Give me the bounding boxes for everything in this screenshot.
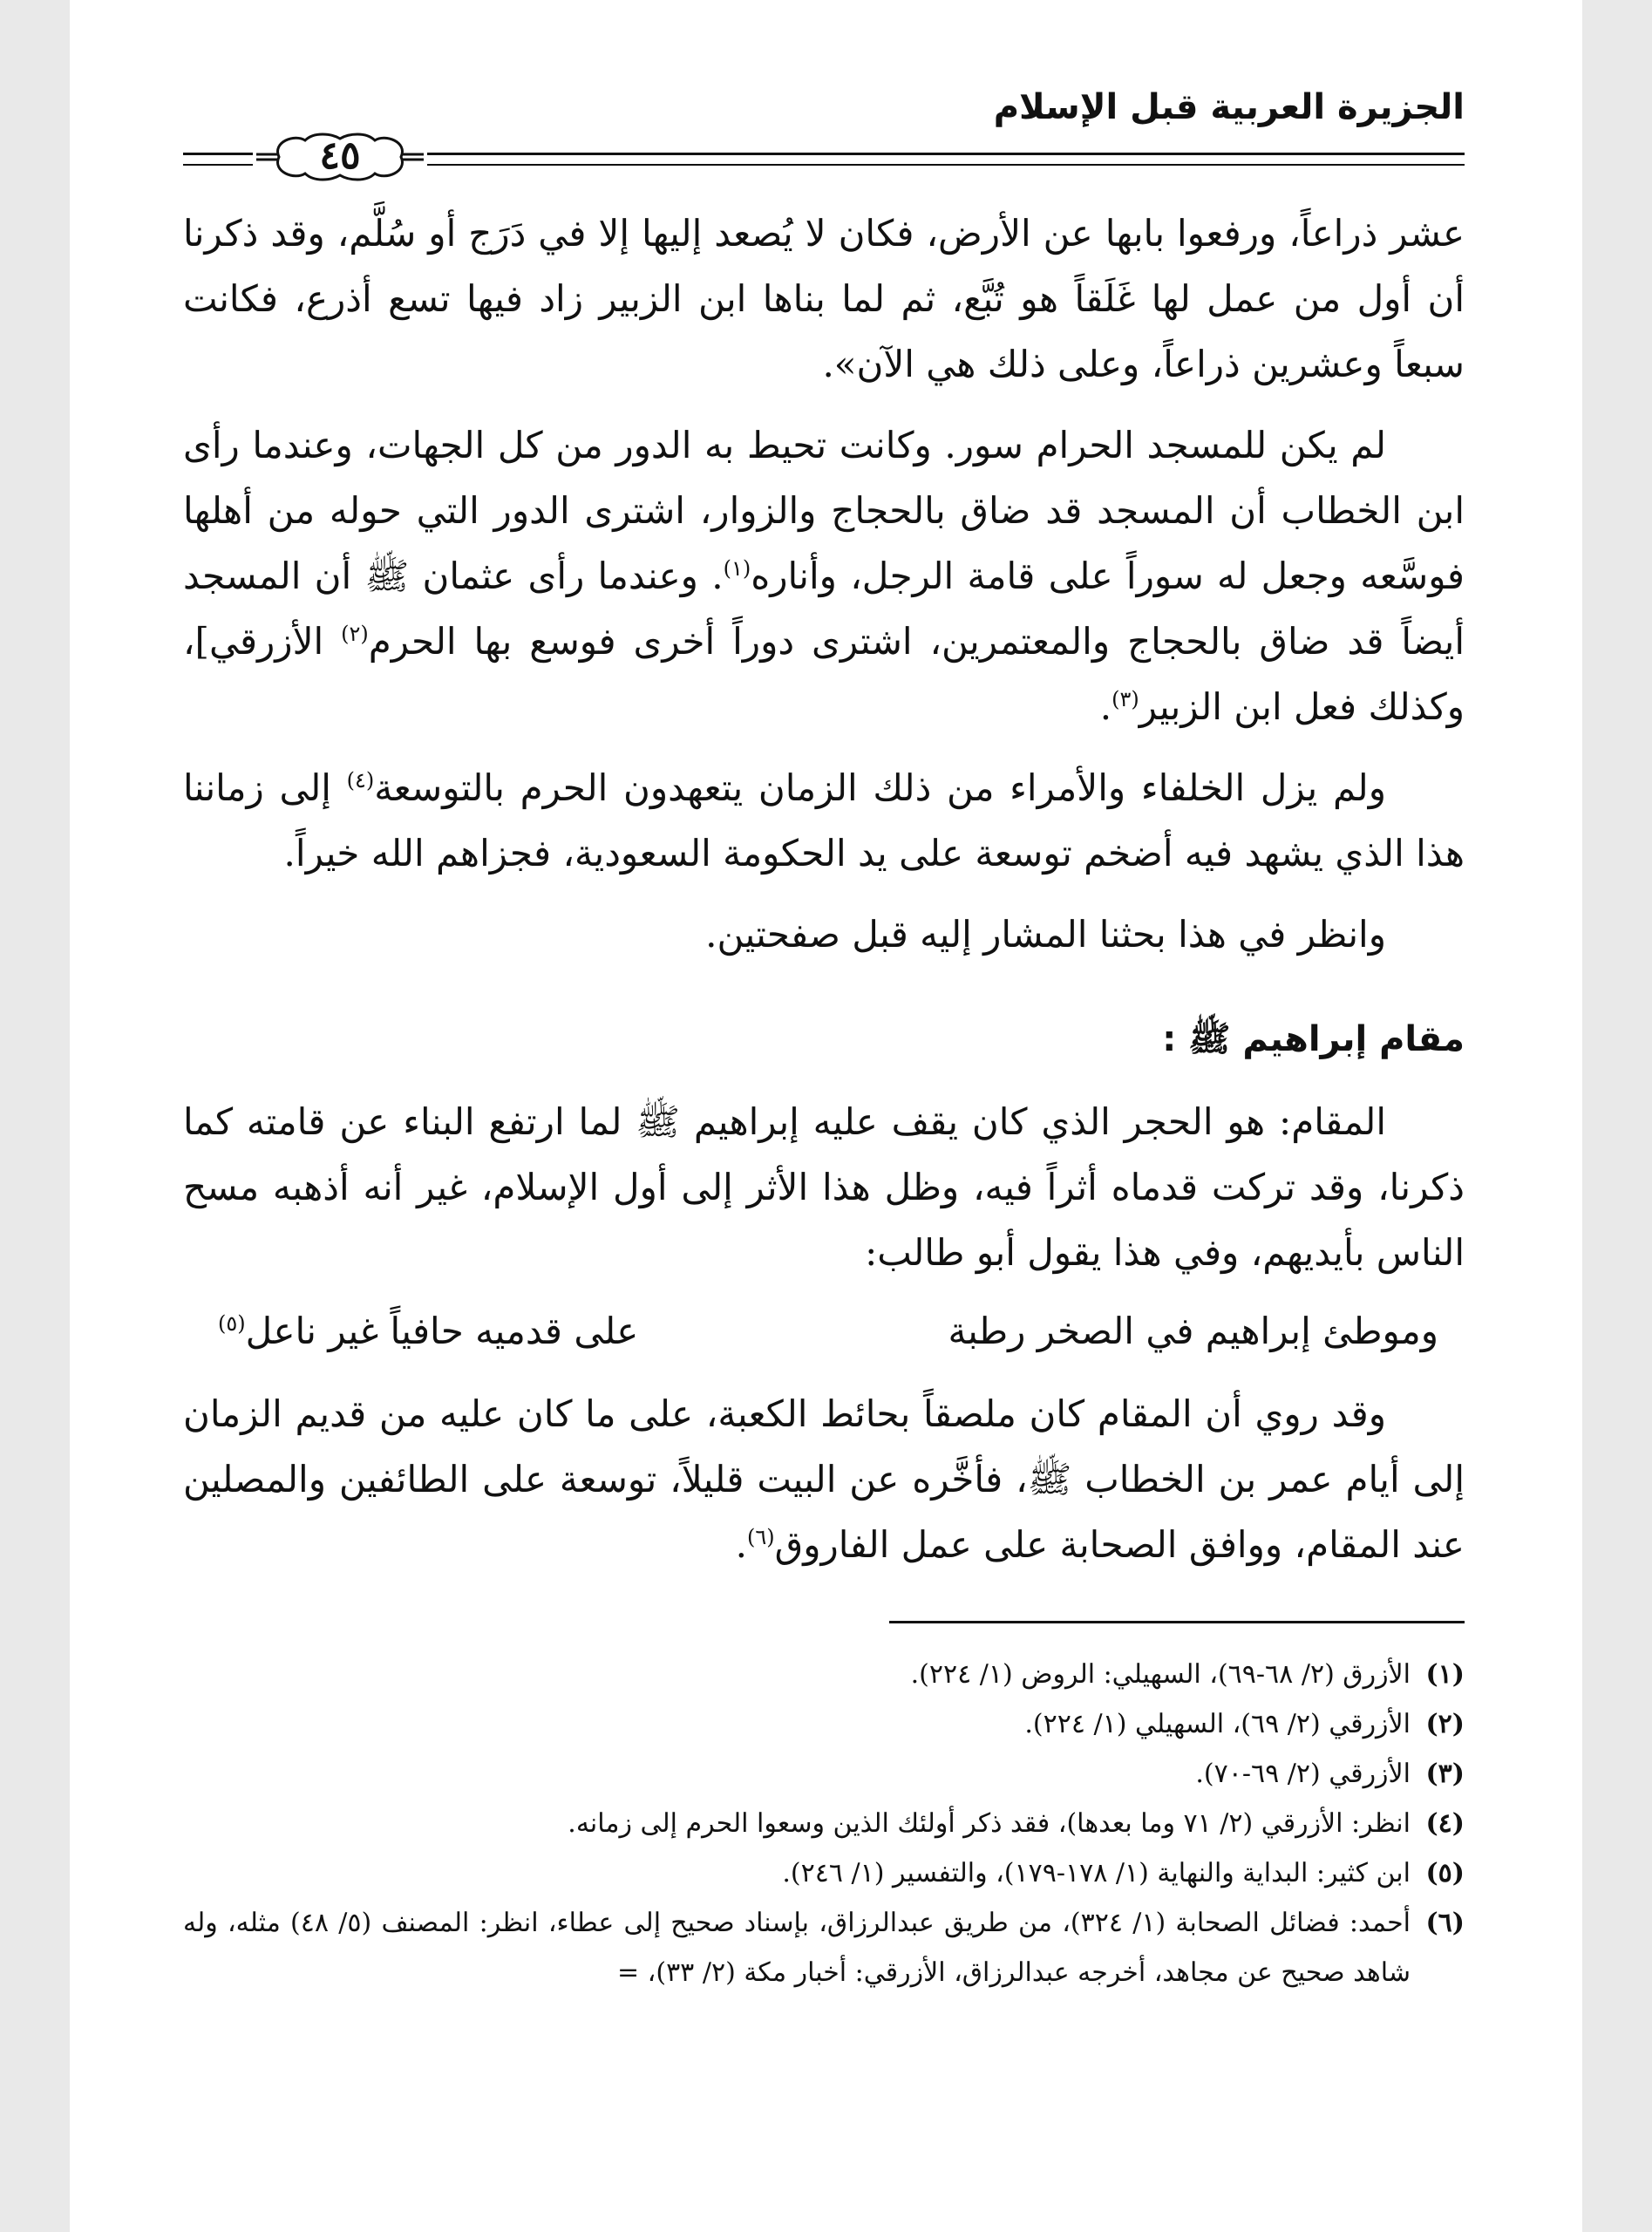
page-number-ornament: [253, 125, 427, 189]
footnote-ref-4[interactable]: (٤): [346, 768, 375, 793]
footnote-ref-6[interactable]: (٦): [747, 1525, 775, 1549]
footnote-number: (٥): [1425, 1858, 1465, 1888]
footnote-item: [183, 1699, 1465, 1749]
footnote-ref-1[interactable]: (١): [723, 556, 751, 581]
paragraph-3: [183, 755, 1465, 886]
footnote-text: أحمد: فضائل الصحابة (١/ ٣٢٤)، من طريق عبدالرزاق، بإسناد صحيح إلى عطاء، انظر: المصنف (٥/ ٤٨) مثله، وله شاهد صحيح عن مجاهد، أخرجه عبدالرزاق، الأزرقي: أخبار مكة (٢/ ٣٣)، =: [183, 1908, 1411, 1988]
footnote-number: (٦): [1425, 1908, 1465, 1938]
paragraph-1: عشر ذراعاً، ورفعوا بابها عن الأرض، فكان لا يُصعد إليها إلا في دَرَج أو سُلَّم، وقد ذكرنا أن أول من عمل لها غَلَقاً هو تُبَّع، ثم لما بناها ابن الزبير زاد فيها تسع أذرع، فكانت سبعاً وعشرين ذراعاً، وعلى ذلك هي الآن».: [183, 212, 1465, 385]
footnote-text: انظر: الأزرقي (٢/ ٧١ وما بعدها)، فقد ذكر أولئك الذين وسعوا الحرم إلى زمانه.: [568, 1808, 1411, 1839]
verse-second-text: على قدميه حافياً غير ناعل: [245, 1310, 639, 1352]
footnote-item: [183, 1898, 1465, 1997]
paragraph-6: [183, 1381, 1465, 1577]
running-title: الجزيرة العربية قبل الإسلام: [993, 87, 1465, 127]
paragraph-2-part-b: . وعندما رأى عثمان ﷺ أن المسجد أيضاً قد ضاق بالحجاج والمعتمرين، اشترى دوراً أخرى فوسع بها الحرم: [183, 555, 1465, 663]
footnote-item: [183, 1749, 1465, 1799]
paragraph-3-part-a: ولم يزل الخلفاء والأمراء من ذلك الزمان يتعهدون الحرم بالتوسعة: [374, 766, 1386, 809]
footnote-number: (١): [1425, 1659, 1465, 1690]
section-heading: مقام إبراهيم ﷺ :: [1162, 1019, 1465, 1059]
footnote-item: [183, 1650, 1465, 1699]
paragraph-6-part-a: وقد روي أن المقام كان ملصقاً بحائط الكعبة، على ما كان عليه من قديم الزمان إلى أيام عمر بن الخطاب ﷺ، فأخَّره عن البيت قليلاً، توسعة على الطائفين والمصلين عند المقام، ووافق الصحابة على عمل الفاروق: [183, 1392, 1465, 1566]
footnote-text: الأزرقي (٢/ ٦٩)، السهيلي (١/ ٢٢٤).: [1024, 1709, 1411, 1739]
paragraph-2: [183, 412, 1465, 739]
footnote-text: الأزرقي (٢/ ٦٩-٧٠).: [1195, 1759, 1411, 1789]
paragraph-2-part-d: .: [1099, 685, 1112, 728]
footnote-number: (٣): [1425, 1759, 1465, 1789]
book-page: [70, 0, 1582, 2232]
footnote-number: (٤): [1425, 1808, 1465, 1839]
running-header: [183, 83, 1465, 183]
footnote-separator: [889, 1621, 1465, 1623]
footnote-item: [183, 1799, 1465, 1848]
footnote-ref-2[interactable]: (٢): [341, 622, 369, 646]
footnote-ref-5[interactable]: (٥): [218, 1311, 246, 1336]
paragraph-3-part-b: إلى زماننا هذا الذي يشهد فيه أضخم توسعة على يد الحكومة السعودية، فجزاهم الله خيراً.: [183, 766, 1465, 874]
paragraph-2-part-a: لم يكن للمسجد الحرام سور. وكانت تحيط به الدور من كل الجهات، وعندما رأى ابن الخطاب أن المسجد قد ضاق بالحجاج والزوار، اشترى الدور التي حوله من أهلها فوسَّعه وجعل له سوراً على قامة الرجل، وأناره: [183, 424, 1465, 597]
paragraph-5: المقام: هو الحجر الذي كان يقف عليه إبراهيم ﷺ لما ارتفع البناء عن قامته كما ذكرنا، وقد تركت قدماه أثراً فيه، وظل هذا الأثر إلى أول الإسلام، غير أنه أذهبه مسح الناس بأيديهم، وفي هذا يقول أبو طالب:: [183, 1100, 1465, 1274]
footnote-text: الأزرق (٢/ ٦٨-٦٩)، السهيلي: الروض (١/ ٢٢٤).: [910, 1659, 1411, 1690]
footnote-number: (٢): [1425, 1709, 1465, 1739]
paragraph-4: وانظر في هذا بحثنا المشار إليه قبل صفحتين.: [705, 913, 1386, 956]
paragraph-2-part-c: الأزرقي]، وكذلك فعل ابن الزبير: [183, 620, 1465, 728]
footnotes: [183, 1650, 1465, 1997]
main-text: [183, 201, 1465, 1577]
page-number: ٤٥: [319, 133, 361, 178]
footnote-item: [183, 1848, 1465, 1898]
page-content: [183, 83, 1465, 1997]
verse-second-hemistich: [218, 1301, 638, 1362]
footnote-text: ابن كثير: البداية والنهاية (١/ ١٧٨-١٧٩)، والتفسير (١/ ٢٤٦).: [782, 1858, 1411, 1888]
verse-first-hemistich: وموطئ إبراهيم في الصخر رطبة: [948, 1310, 1438, 1352]
footnote-ref-3[interactable]: (٣): [1112, 687, 1139, 711]
poem-verse: [183, 1301, 1465, 1362]
paragraph-6-part-b: .: [735, 1523, 747, 1566]
